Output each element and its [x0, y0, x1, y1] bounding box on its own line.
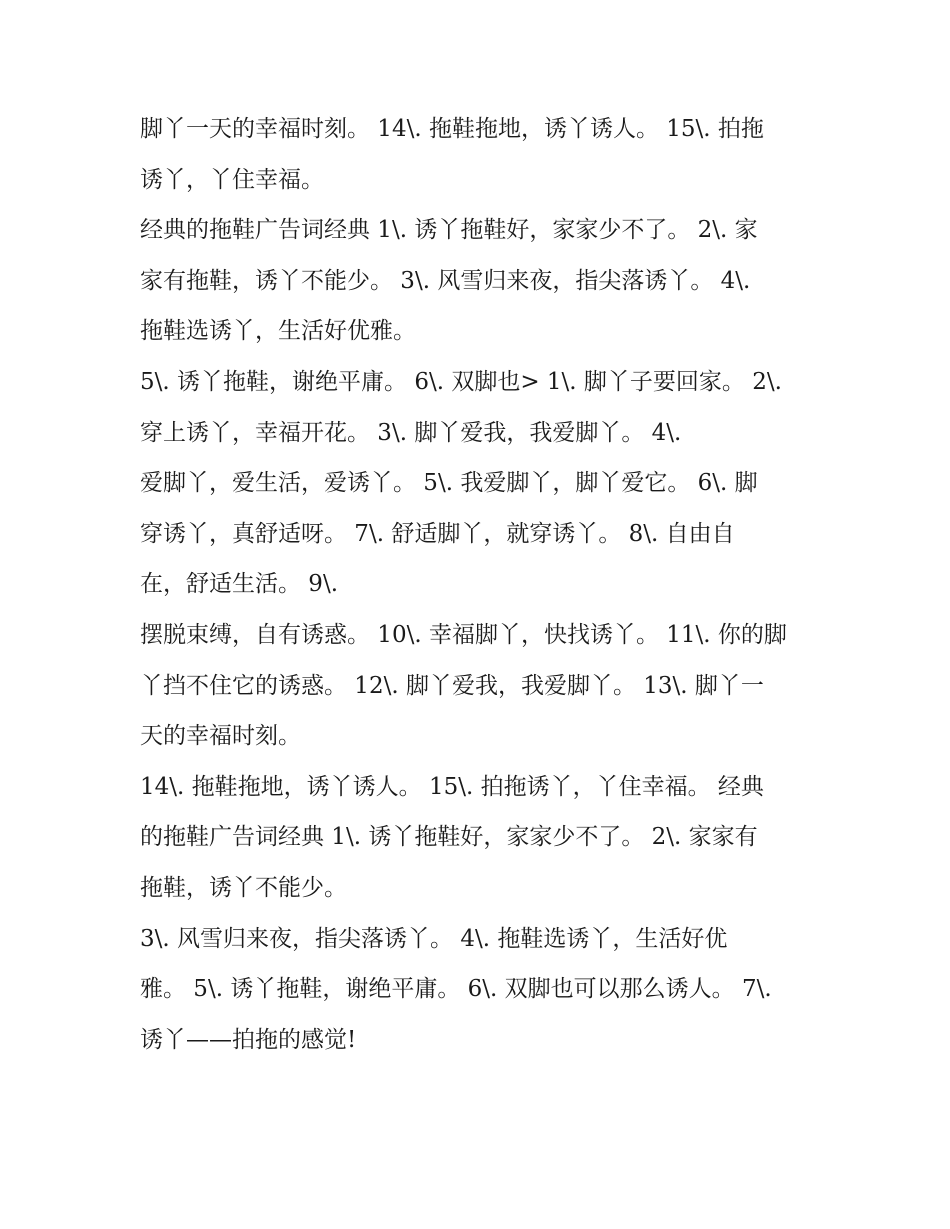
text-line-8: 爱脚丫，爱生活，爱诱丫。 5\. 我爱脚丫，脚丫爱它。 6\. 脚 [140, 470, 758, 497]
text-line-11: 摆脱束缚，自有诱惑。 10\. 幸福脚丫，快找诱丫。 11\. 你的脚 [140, 621, 787, 648]
text-line-14: 14\. 拖鞋拖地，诱丫诱人。 15\. 拍拖诱丫，丫住幸福。 经典 [140, 773, 764, 800]
text-line-12: 丫挡不住它的诱惑。 12\. 脚丫爱我，我爱脚丫。 13\. 脚丫一 [140, 672, 764, 699]
text-line-13: 天的幸福时刻。 [140, 723, 301, 750]
text-line-4: 家有拖鞋，诱丫不能少。 3\. 风雪归来夜，指尖落诱丫。 4\. [140, 267, 751, 294]
text-line-17: 3\. 风雪归来夜，指尖落诱丫。 4\. 拖鞋选诱丫，生活好优 [140, 925, 728, 952]
text-line-19: 诱丫——拍拖的感觉! [140, 1026, 357, 1053]
text-line-3: 经典的拖鞋广告词经典 1\. 诱丫拖鞋好，家家少不了。 2\. 家 [140, 217, 758, 244]
text-line-1: 脚丫一天的幸福时刻。 14\. 拖鞋拖地，诱丫诱人。 15\. 拍拖 [140, 116, 764, 142]
text-line-16: 拖鞋，诱丫不能少。 [140, 874, 347, 901]
text-line-7: 穿上诱丫，幸福开花。 3\. 脚丫爱我，我爱脚丫。 4\. [140, 419, 682, 446]
text-line-9: 穿诱丫，真舒适呀。 7\. 舒适脚丫，就穿诱丫。 8\. 自由自 [140, 520, 735, 547]
text-line-15: 的拖鞋广告词经典 1\. 诱丫拖鞋好，家家少不了。 2\. 家家有 [140, 824, 758, 851]
body-text [140, 104, 830, 1065]
text-line-5: 拖鞋选诱丫，生活好优雅。 [140, 318, 416, 345]
text-line-10: 在，舒适生活。 9\. [140, 571, 339, 598]
text-line-2: 诱丫，丫住幸福。 [140, 166, 324, 193]
text-line-18: 雅。 5\. 诱丫拖鞋，谢绝平庸。 6\. 双脚也可以那么诱人。 7\. [140, 976, 772, 1003]
text-line-6: 5\. 诱丫拖鞋，谢绝平庸。 6\. 双脚也> 1\. 脚丫子要回家。 2\. [140, 368, 782, 395]
